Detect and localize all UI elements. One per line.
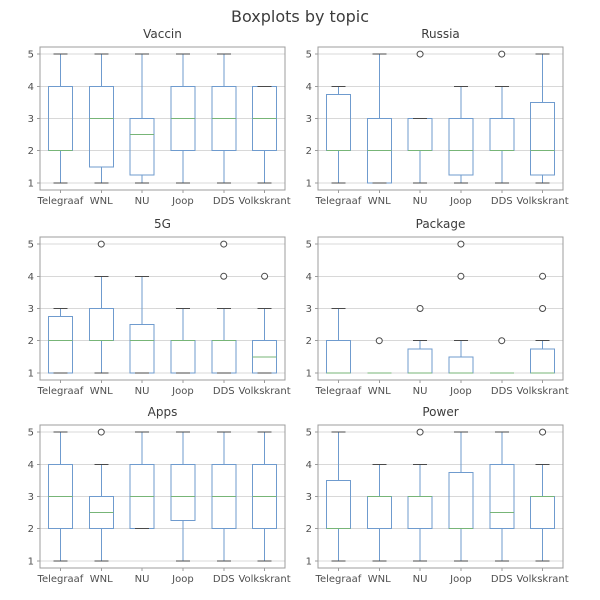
x-tick-label: Telegraaf bbox=[315, 196, 362, 207]
x-tick-label: DDS bbox=[490, 574, 513, 585]
y-tick-label: 2 bbox=[305, 146, 312, 158]
x-tick-label: Volkskrant bbox=[238, 196, 291, 207]
y-tick-label: 1 bbox=[305, 556, 312, 568]
box-nu bbox=[408, 51, 432, 183]
box-nu bbox=[130, 276, 154, 373]
box-joop bbox=[171, 309, 195, 373]
outlier-marker bbox=[458, 241, 464, 247]
box-telegraaf bbox=[326, 309, 350, 373]
x-tick-label: Joop bbox=[450, 196, 472, 207]
y-tick-label: 3 bbox=[27, 114, 34, 125]
x-tick-label: Volkskrant bbox=[516, 196, 569, 207]
outlier-marker bbox=[499, 51, 505, 57]
subplot-5g bbox=[28, 237, 291, 397]
y-tick-label: 2 bbox=[27, 524, 34, 536]
x-tick-label: Telegraaf bbox=[37, 196, 84, 207]
y-tick-label: 1 bbox=[305, 368, 312, 380]
y-tick-label: 2 bbox=[305, 524, 312, 536]
y-tick-label: 4 bbox=[27, 271, 34, 283]
y-tick-label: 4 bbox=[27, 459, 34, 471]
x-tick-label: NU bbox=[412, 574, 428, 585]
x-tick-label: Telegraaf bbox=[37, 574, 84, 585]
y-tick-label: 5 bbox=[27, 49, 34, 61]
y-tick-label: 5 bbox=[27, 239, 34, 251]
x-tick-label: DDS bbox=[212, 574, 235, 585]
subplot-vaccin bbox=[28, 47, 291, 207]
y-tick-label: 5 bbox=[305, 427, 312, 439]
y-tick-label: 2 bbox=[27, 336, 34, 348]
box-wnl bbox=[89, 241, 113, 373]
outlier-marker bbox=[458, 273, 464, 279]
y-tick-label: 4 bbox=[27, 81, 34, 93]
x-tick-label: Joop bbox=[172, 574, 194, 585]
subplot-title-power: Power bbox=[422, 405, 459, 419]
x-tick-label: Joop bbox=[172, 196, 194, 207]
box-nu bbox=[408, 429, 432, 561]
subplot-package bbox=[306, 237, 569, 397]
outlier-marker bbox=[540, 429, 546, 435]
x-tick-label: Joop bbox=[450, 386, 472, 397]
box-dds bbox=[212, 432, 236, 561]
box-joop bbox=[171, 54, 195, 183]
y-tick-label: 1 bbox=[305, 178, 312, 190]
x-tick-label: WNL bbox=[367, 386, 391, 397]
y-tick-label: 5 bbox=[305, 49, 312, 61]
box-telegraaf bbox=[48, 432, 72, 561]
x-tick-label: Joop bbox=[172, 386, 194, 397]
subplot-power bbox=[306, 425, 569, 585]
x-tick-label: DDS bbox=[212, 196, 235, 207]
x-tick-label: Telegraaf bbox=[37, 386, 84, 397]
outlier-marker bbox=[262, 273, 268, 279]
x-tick-label: NU bbox=[412, 196, 428, 207]
x-tick-label: WNL bbox=[89, 386, 113, 397]
y-tick-label: 5 bbox=[305, 239, 312, 251]
x-tick-label: Volkskrant bbox=[238, 386, 291, 397]
y-tick-label: 3 bbox=[305, 492, 312, 503]
y-tick-label: 2 bbox=[27, 146, 34, 158]
box-wnl bbox=[89, 54, 113, 183]
x-tick-label: NU bbox=[412, 386, 428, 397]
y-tick-label: 4 bbox=[305, 459, 312, 471]
subplot-title-apps: Apps bbox=[147, 405, 178, 419]
outlier-marker bbox=[417, 306, 423, 312]
outlier-marker bbox=[540, 306, 546, 312]
outlier-marker bbox=[417, 429, 423, 435]
box-joop bbox=[171, 432, 195, 561]
subplot-title-russia: Russia bbox=[421, 27, 460, 41]
x-tick-label: Volkskrant bbox=[516, 574, 569, 585]
box-dds bbox=[490, 338, 514, 373]
x-tick-label: NU bbox=[134, 386, 150, 397]
outlier-marker bbox=[98, 429, 104, 435]
box-dds bbox=[212, 241, 236, 373]
x-tick-label: NU bbox=[134, 196, 150, 207]
x-tick-label: Volkskrant bbox=[238, 574, 291, 585]
y-tick-label: 3 bbox=[305, 304, 312, 315]
box-volkskrant bbox=[531, 429, 555, 561]
outlier-marker bbox=[98, 241, 104, 247]
y-tick-label: 3 bbox=[305, 114, 312, 125]
y-tick-label: 1 bbox=[27, 178, 34, 190]
y-tick-label: 1 bbox=[27, 368, 34, 380]
x-tick-label: NU bbox=[134, 574, 150, 585]
y-tick-label: 1 bbox=[27, 556, 34, 568]
box-joop bbox=[449, 86, 473, 183]
box-nu bbox=[130, 54, 154, 183]
box-dds bbox=[490, 51, 514, 183]
box-dds bbox=[212, 54, 236, 183]
box-telegraaf bbox=[48, 309, 72, 373]
outlier-marker bbox=[540, 273, 546, 279]
box-volkskrant bbox=[531, 273, 555, 373]
outlier-marker bbox=[417, 51, 423, 57]
subplot-russia bbox=[306, 47, 569, 207]
y-tick-label: 4 bbox=[305, 81, 312, 93]
box-wnl bbox=[367, 464, 391, 561]
x-tick-label: Joop bbox=[450, 574, 472, 585]
x-tick-label: WNL bbox=[367, 196, 391, 207]
box-volkskrant bbox=[253, 432, 277, 561]
box-volkskrant bbox=[253, 86, 277, 183]
box-nu bbox=[408, 306, 432, 373]
box-wnl bbox=[367, 338, 391, 373]
y-tick-label: 5 bbox=[27, 427, 34, 439]
y-tick-label: 3 bbox=[27, 304, 34, 315]
x-tick-label: WNL bbox=[89, 574, 113, 585]
subplot-title-vaccin: Vaccin bbox=[143, 27, 182, 41]
y-tick-label: 4 bbox=[305, 271, 312, 283]
subplot-apps bbox=[28, 425, 291, 585]
outlier-marker bbox=[221, 273, 227, 279]
x-tick-label: DDS bbox=[212, 386, 235, 397]
box-volkskrant bbox=[253, 273, 277, 373]
figure-title: Boxplots by topic bbox=[231, 7, 369, 26]
box-nu bbox=[130, 432, 154, 529]
x-tick-label: DDS bbox=[490, 196, 513, 207]
y-tick-label: 2 bbox=[305, 336, 312, 348]
box-telegraaf bbox=[326, 86, 350, 183]
x-tick-label: DDS bbox=[490, 386, 513, 397]
subplot-title-package: Package bbox=[415, 217, 466, 231]
y-tick-label: 3 bbox=[27, 492, 34, 503]
outlier-marker bbox=[499, 338, 505, 344]
outlier-marker bbox=[376, 338, 382, 344]
x-tick-label: WNL bbox=[89, 196, 113, 207]
outlier-marker bbox=[221, 241, 227, 247]
subplot-title-5g: 5G bbox=[154, 217, 171, 231]
x-tick-label: Telegraaf bbox=[315, 386, 362, 397]
x-tick-label: Telegraaf bbox=[315, 574, 362, 585]
x-tick-label: WNL bbox=[367, 574, 391, 585]
box-wnl bbox=[89, 429, 113, 561]
box-wnl bbox=[367, 54, 391, 183]
x-tick-label: Volkskrant bbox=[516, 386, 569, 397]
box-joop bbox=[449, 241, 473, 373]
